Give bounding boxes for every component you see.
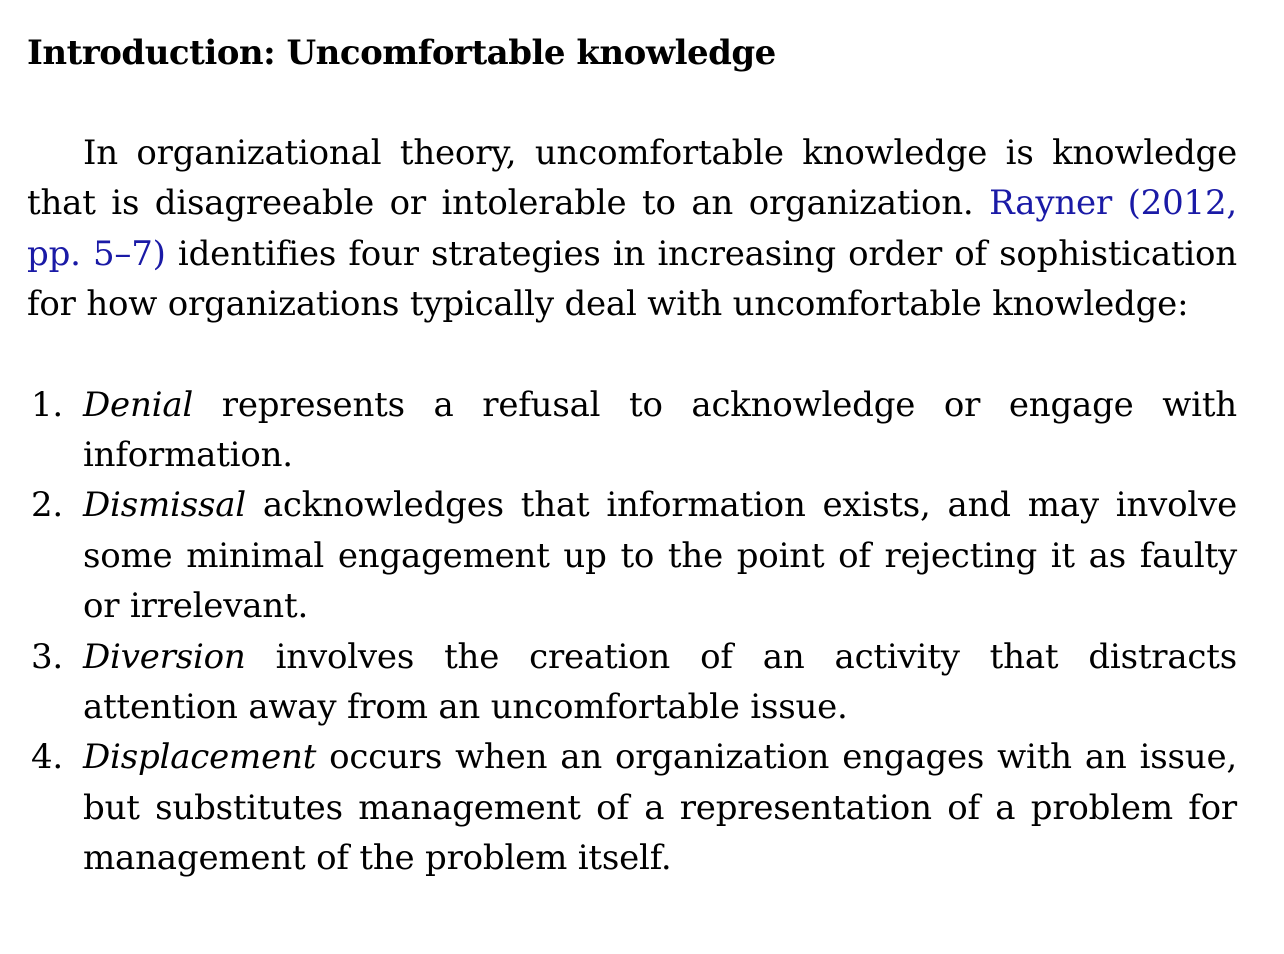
list-item-number: 2. <box>31 485 64 526</box>
intro-text-before: In organizational theory, uncomfortable knowledge is knowledge that is disagreeable or intolerable to an organization. <box>27 133 1237 224</box>
list-item-term: Dismissal <box>83 485 246 526</box>
list-item <box>27 480 1237 631</box>
section-heading: Introduction: Uncomfortable knowledge <box>27 33 776 73</box>
list-item-description: acknowledges that information exists, and may involve some minimal engagement up to the point of rejecting it as faulty or irrelevant. <box>83 485 1237 627</box>
list-item-number: 4. <box>31 737 64 778</box>
strategies-list <box>27 380 1237 884</box>
list-item-term: Diversion <box>83 636 246 677</box>
intro-text-after: identifies four strategies in increasing order of sophistication for how organizations typically deal with uncomfortable knowledge: <box>27 233 1237 325</box>
article-section <box>27 28 1237 884</box>
list-item-description: represents a refusal to acknowledge or engage with information. <box>83 384 1237 476</box>
list-item-description: occurs when an organization engages with an issue, but substitutes management of a representation of a problem for management of the problem itself. <box>83 737 1237 879</box>
list-item-term: Displacement <box>83 737 317 778</box>
list-item-number: 1. <box>31 384 64 425</box>
intro-paragraph <box>27 128 1237 330</box>
list-item-description: involves the creation of an activity that distracts attention away from an uncomfortable issue. <box>83 636 1237 728</box>
list-item <box>27 632 1237 733</box>
list-item <box>27 380 1237 481</box>
list-item-number: 3. <box>31 636 64 677</box>
list-item <box>27 732 1237 883</box>
citation-link[interactable]: Rayner (2012, pp. 5–7) <box>27 183 1237 274</box>
list-item-term: Denial <box>83 384 194 425</box>
